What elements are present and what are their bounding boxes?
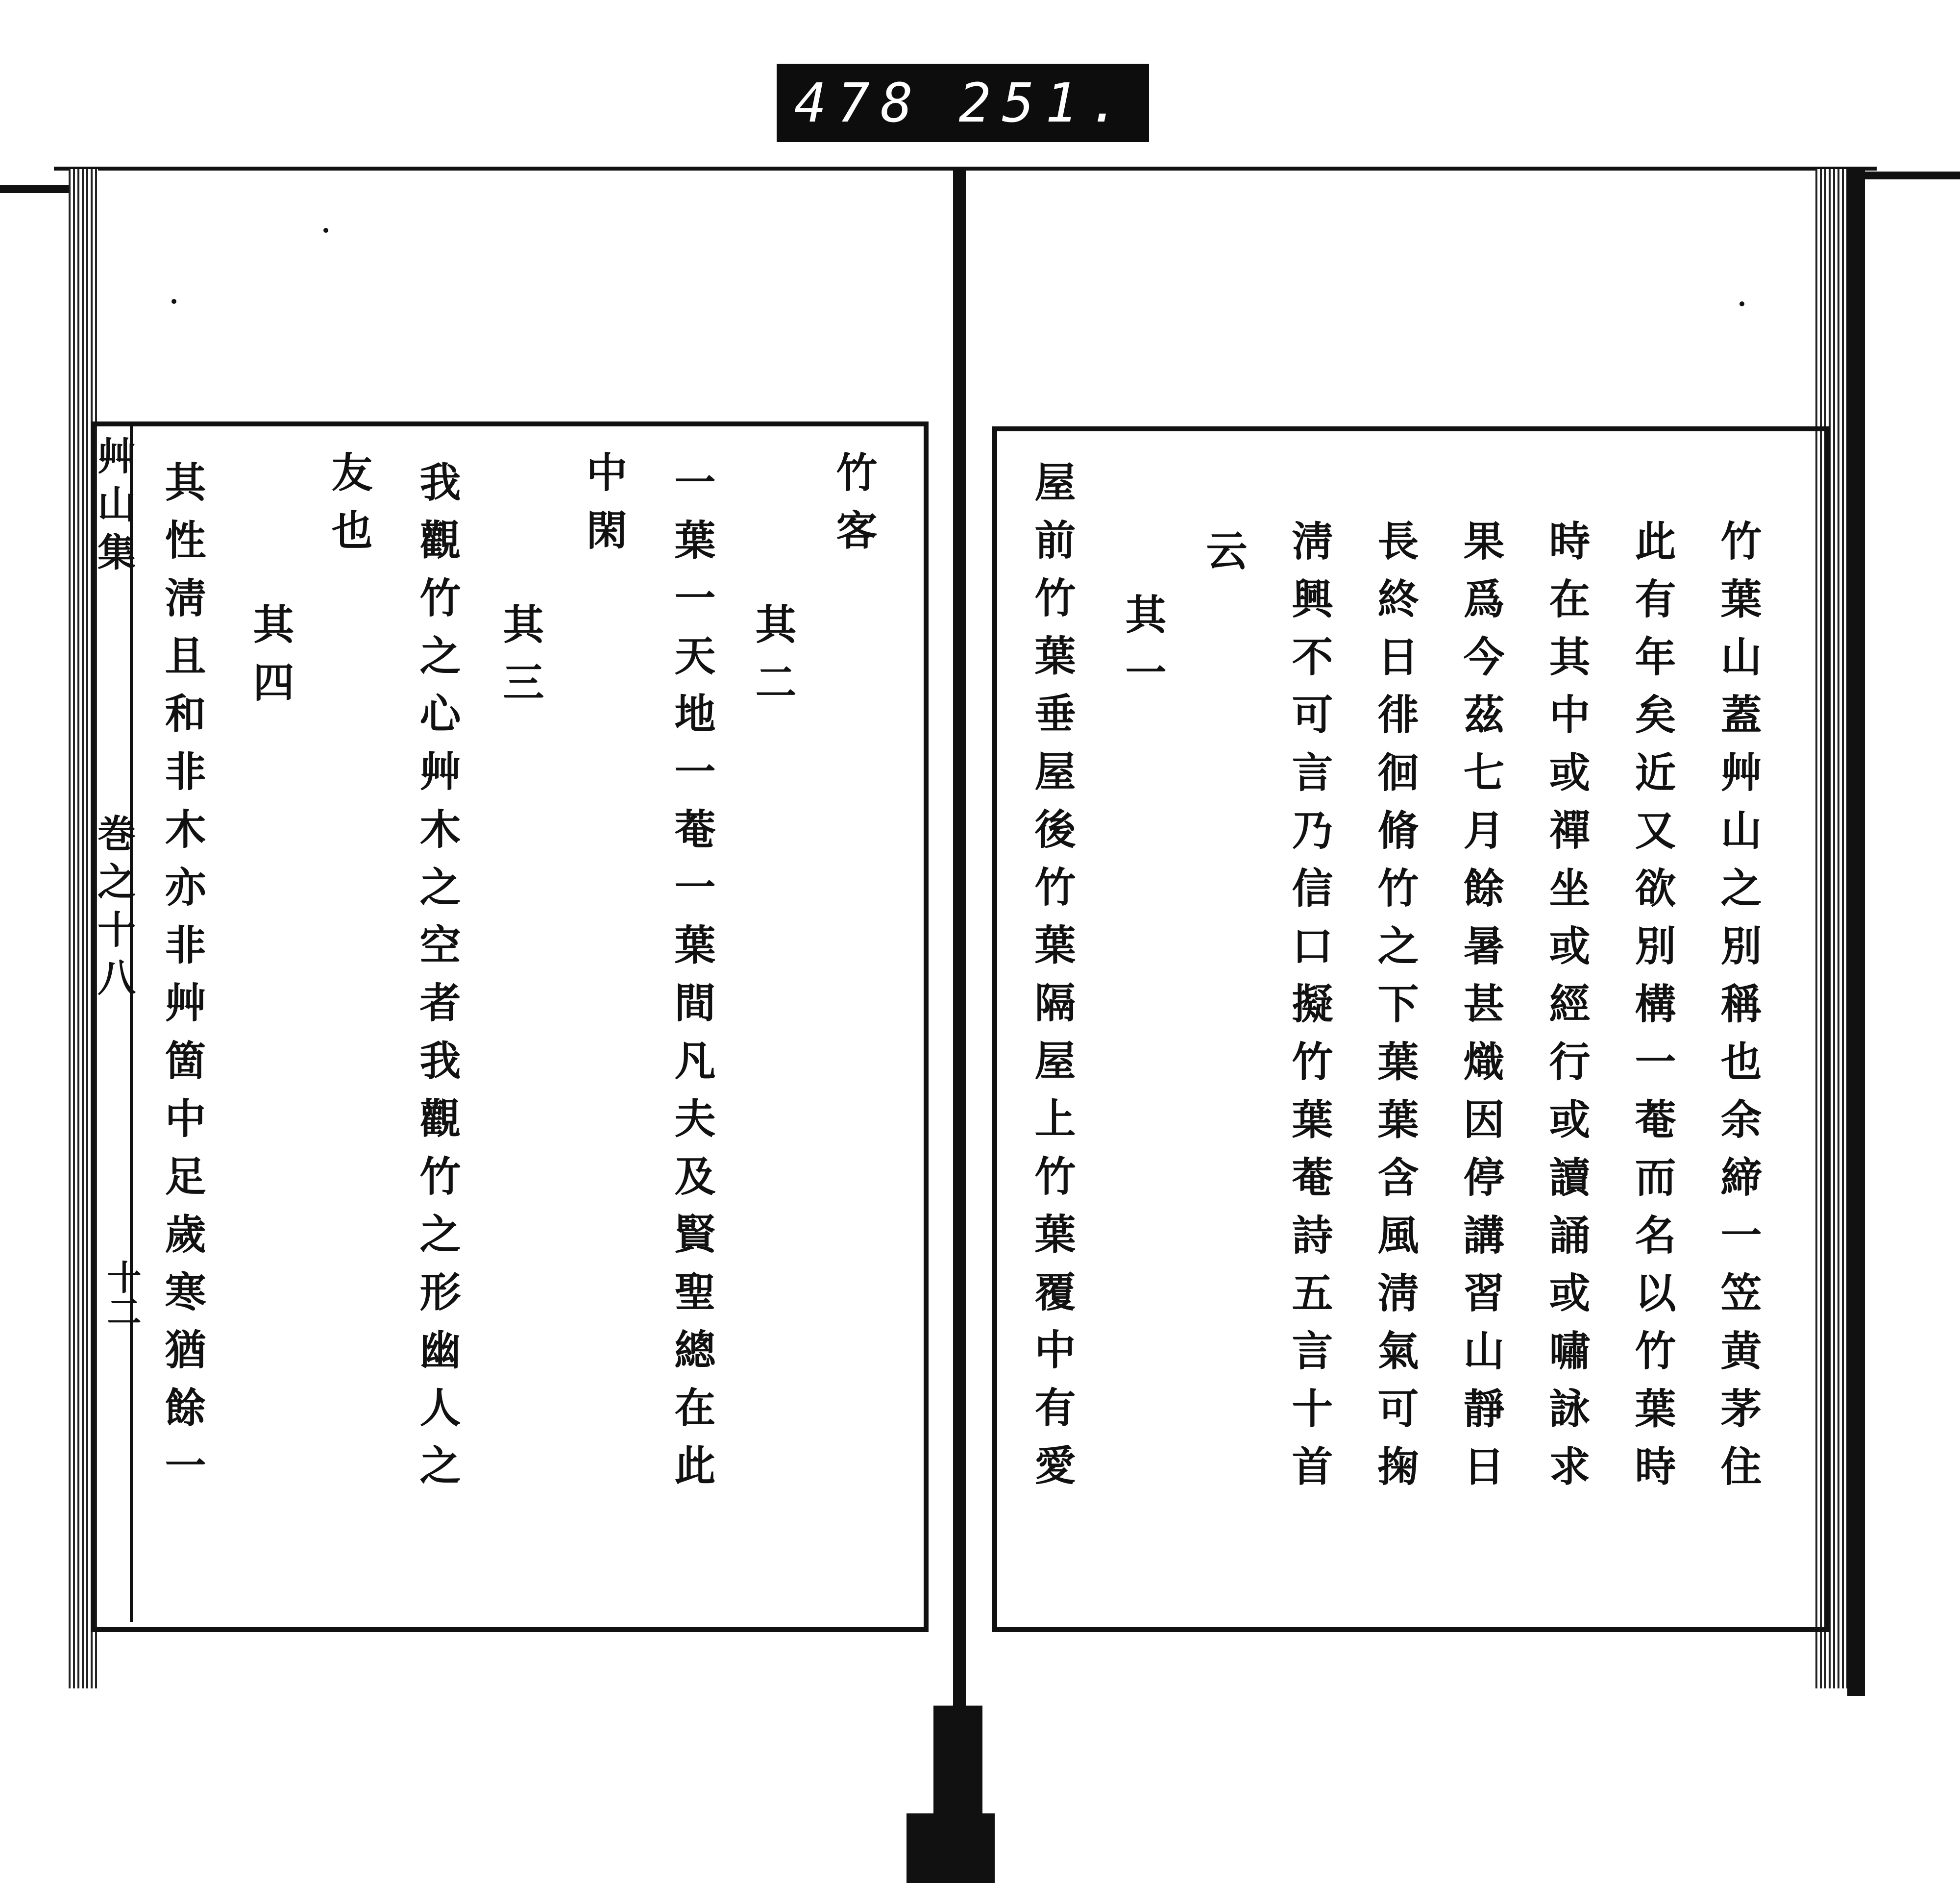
left-col-2: 其二 — [749, 603, 797, 719]
gutter-shadow-step — [906, 1813, 995, 1883]
right-spine-bar — [1847, 167, 1865, 1696]
right-page-mark — [1740, 301, 1744, 306]
right-col-4: 果爲今茲七月餘暑甚熾因停講習山靜日 — [1457, 520, 1505, 1503]
left-col-1: 竹客 — [830, 451, 878, 567]
archive-number-right: 251. — [958, 72, 1132, 134]
left-col-9: 其性淸且和非木亦非艸箇中足歲寒猶餘一 — [158, 461, 207, 1502]
left-col-4: 中閑 — [580, 451, 628, 567]
left-col-8: 其四 — [246, 603, 295, 719]
right-col-5: 長終日徘徊脩竹之下葉葉含風淸氣可掬 — [1371, 520, 1420, 1503]
right-col-3: 時在其中或禪坐或經行或讀誦或嘯詠求 — [1543, 520, 1591, 1503]
left-margin-title: 艸山集 — [91, 436, 136, 580]
left-page-mark — [323, 228, 328, 233]
left-margin-volume: 巻之十八 — [91, 814, 136, 1006]
archive-number-left: 478 — [794, 72, 924, 134]
gutter-line — [953, 167, 966, 1882]
left-page-mark-2 — [172, 299, 176, 304]
left-col-3: 一葉一天地一菴一葉間凡夫及賢聖總在此 — [668, 461, 716, 1502]
archive-label — [777, 64, 1149, 142]
right-col-2: 此有年矣近又欲別構一菴而名以竹葉時 — [1628, 520, 1677, 1503]
right-col-7: 云 — [1200, 529, 1248, 587]
left-folio: 十二 — [101, 1260, 142, 1328]
right-col-6: 淸興不可言乃信口擬竹葉菴詩五言十首 — [1285, 520, 1334, 1503]
right-col-8: 其一 — [1119, 593, 1167, 709]
right-col-9: 屋前竹葉垂屋後竹葉隔屋上竹葉覆中有愛 — [1028, 461, 1077, 1502]
right-col-1: 竹葉山蓋艸山之別稱也余締一笠黄茅住 — [1714, 520, 1763, 1503]
left-col-7: 友也 — [325, 451, 373, 567]
scan-rule-right — [1852, 172, 1960, 179]
left-col-6: 我觀竹之心艸木之空者我觀竹之形幽人之 — [413, 461, 462, 1502]
left-col-5: 其三 — [496, 603, 545, 719]
left-margin-rule — [130, 426, 133, 1622]
